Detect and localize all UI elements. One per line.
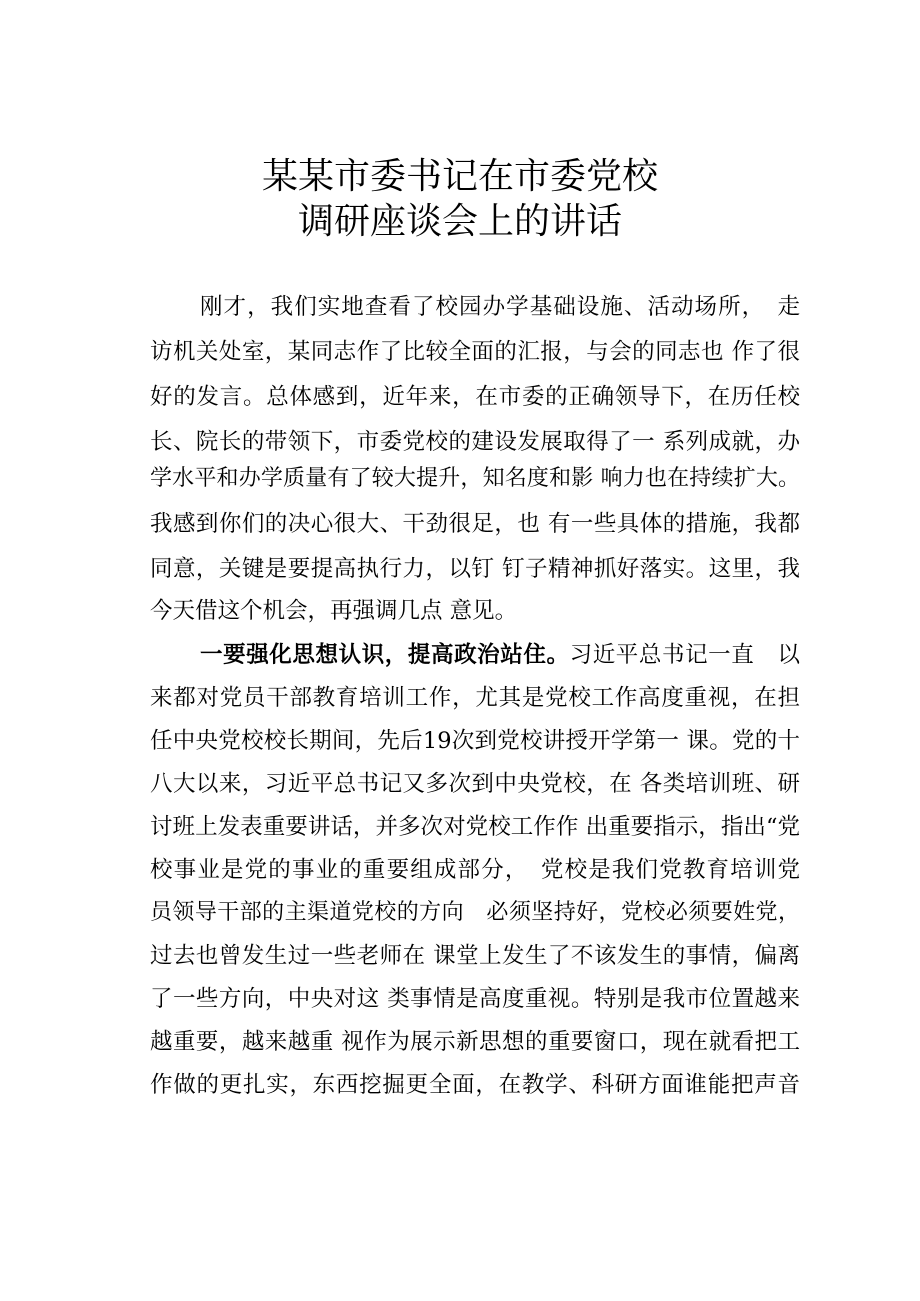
- paragraph-1-line: 同意，关键是要提高执行力，以钉 钉子精神抓好落实。这里，我: [150, 556, 800, 582]
- paragraph-1-line: 访机关处室，某同志作了比较全面的汇报，与会的同志也 作了很: [150, 339, 800, 365]
- paragraph-1-line: 今天借这个机会，再强调几点 意见。: [150, 598, 518, 624]
- paragraph-2-line: 越重要，越来越重 视作为展示新思想的重要窗口，现在就看把工: [150, 1029, 800, 1055]
- paragraph-2-first-rest: 习近平总书记一直 以: [569, 642, 800, 668]
- paragraph-2-line: 八大以来，习近平总书记又多次到中央党校，在 各类培训班、研: [150, 771, 800, 797]
- document-title-line-1: 某某市委书记在市委党校: [261, 156, 658, 197]
- paragraph-2-line: [200, 640, 800, 670]
- paragraph-2-line: 任中央党校校长期间，先后19次到党校讲授开学第一 课。党的十: [150, 728, 800, 754]
- paragraph-2-line: 作做的更扎实，东西挖掘更全面，在教学、科研方面谁能把声音: [150, 1072, 800, 1098]
- paragraph-2-line: 员领导干部的主渠道党校的方向 必须坚持好，党校必须要姓党，: [150, 900, 800, 925]
- paragraph-1-line: 好的发言。总体感到，近年来，在市委的正确领导下，在历任校: [150, 384, 800, 410]
- paragraph-1-line: 学水平和办学质量有了较大提升，知名度和影 响力也在持续扩大。: [150, 466, 800, 491]
- paragraph-1-line: 我感到你们的决心很大、干劲很足，也 有一些具体的措施，我都: [150, 511, 800, 537]
- paragraph-2-heading: 一要强化思想认识，提高政治站住。: [200, 642, 570, 668]
- paragraph-2-line: 来都对党员干部教育培训工作，尤其是党校工作高度重视，在担: [150, 685, 800, 711]
- document-title-line-2: 调研座谈会上的讲话: [297, 201, 622, 242]
- paragraph-2-line: 了一些方向，中央对这 类事情是高度重视。特别是我市位置越来: [150, 986, 800, 1012]
- paragraph-2-line: 讨班上发表重要讲话，并多次对党校工作作 出重要指示，指出“党: [150, 814, 800, 840]
- paragraph-1-line: 长、院长的带领下，市委党校的建设发展取得了一 系列成就，办: [150, 429, 800, 455]
- paragraph-2-line: 校事业是党的事业的重要组成部分， 党校是我们党教育培训党: [150, 857, 800, 883]
- paragraph-1-line: 刚才，我们实地查看了校园办学基础设施、活动场所， 走: [200, 294, 800, 320]
- paragraph-2-line: 过去也曾发生过一些老师在 课堂上发生了不该发生的事情，偏离: [150, 943, 800, 969]
